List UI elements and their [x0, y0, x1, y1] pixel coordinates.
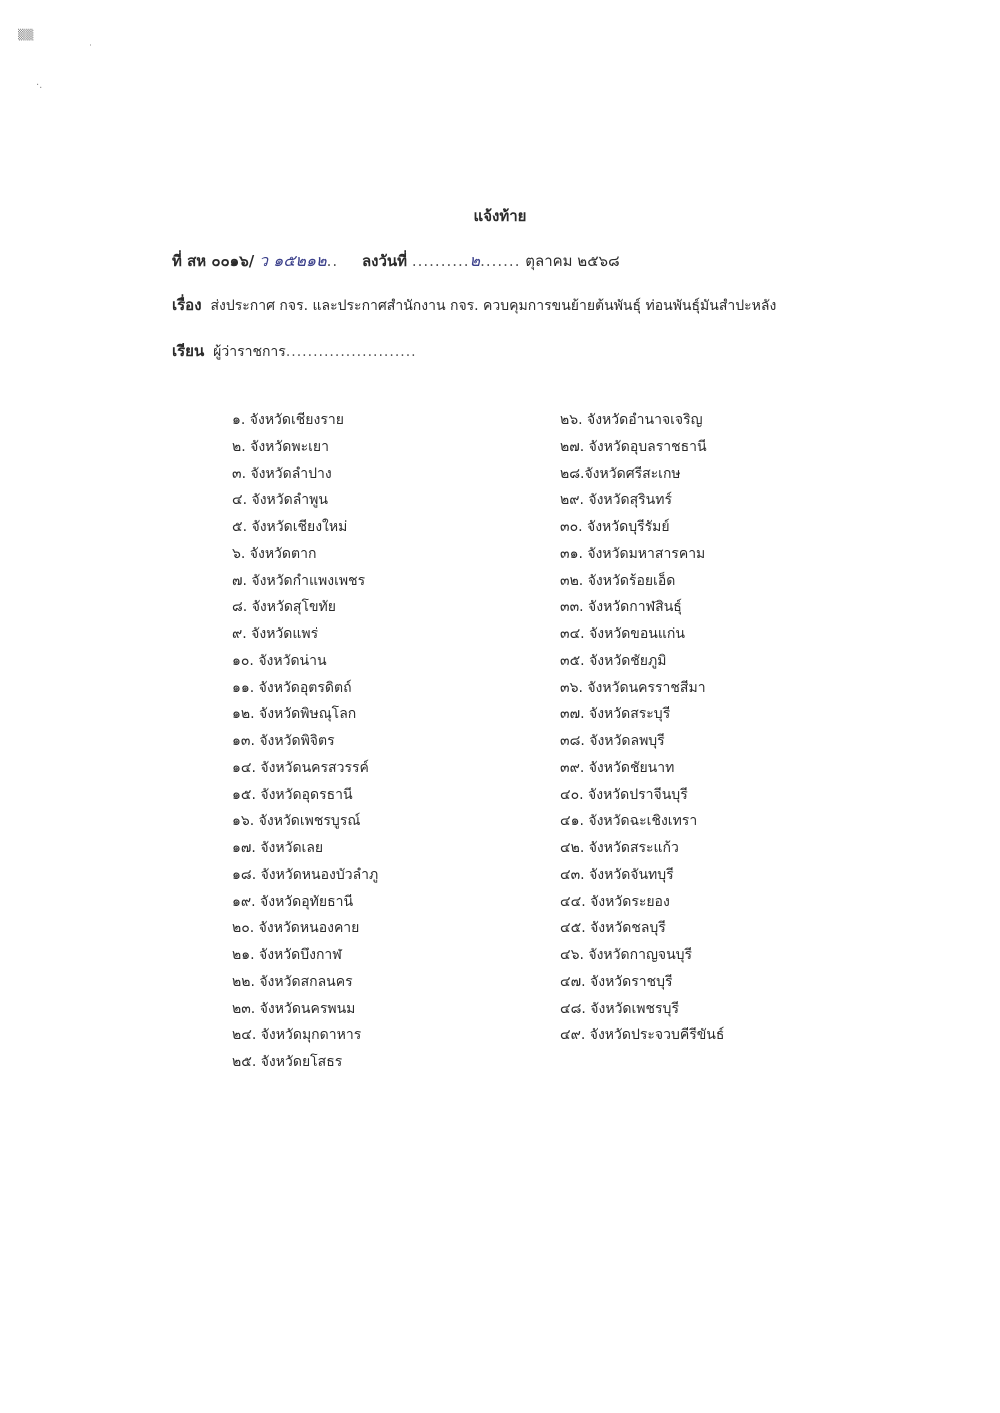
province-item: ๙. จังหวัดแพร่	[232, 626, 319, 642]
scan-noise-mark: ·.	[36, 80, 43, 91]
province-item: ๓๓. จังหวัดกาฬสินธุ์	[560, 599, 682, 616]
province-item: ๔๒. จังหวัดสระแก้ว	[560, 840, 679, 856]
province-item: ๑๐. จังหวัดน่าน	[232, 652, 327, 669]
subject-line	[172, 293, 812, 317]
scan-noise-mark: ˙	[88, 44, 93, 55]
province-item: ๗. จังหวัดกำแพงเพชร	[232, 572, 366, 589]
province-item: ๒๗. จังหวัดอุบลราชธานี	[560, 438, 707, 455]
province-item: ๕. จังหวัดเชียงใหม่	[232, 519, 348, 535]
province-item: ๓๗. จังหวัดสระบุรี	[560, 706, 671, 723]
province-item: ๑๓. จังหวัดพิจิตร	[232, 733, 335, 749]
province-item: ๒๓. จังหวัดนครพนม	[232, 1000, 356, 1017]
province-list-left	[232, 407, 378, 1076]
province-item: ๔๖. จังหวัดกาญจนบุรี	[560, 947, 693, 963]
province-item: ๓๕. จังหวัดชัยภูมิ	[560, 652, 667, 669]
reference-number-dots: ..	[326, 252, 339, 270]
province-item: ๑๑. จังหวัดอุตรดิตถ์	[232, 679, 352, 696]
province-item: ๒๐. จังหวัดหนองคาย	[232, 920, 360, 937]
province-item: ๑๔. จังหวัดนครสวรรค์	[232, 759, 369, 776]
date-month-year: ตุลาคม ๒๕๖๘	[525, 252, 620, 270]
province-item: ๔๔. จังหวัดระยอง	[560, 893, 670, 910]
province-item: ๘. จังหวัดสุโขทัย	[232, 599, 336, 616]
reference-number-handwritten: ว ๑๕๒๑๒	[259, 251, 327, 270]
province-item: ๔๑. จังหวัดฉะเชิงเทรา	[560, 813, 698, 830]
province-item: ๑๒. จังหวัดพิษณุโลก	[232, 706, 357, 723]
province-item: ๔๓. จังหวัดจันทบุรี	[560, 866, 674, 883]
subject-text: ส่งประกาศ กจร. และประกาศสำนักงาน กจร. ควบคุมการขนย้ายต้นพันธุ์ ท่อนพันธุ์มันสำปะหลัง	[210, 298, 777, 314]
province-item: ๔๗. จังหวัดราชบุรี	[560, 973, 673, 990]
date-dots-after: .......	[480, 252, 521, 270]
recipient-label: เรียน	[172, 342, 205, 360]
scan-noise-mark: ▒▒	[18, 30, 34, 41]
province-item: ๔๐. จังหวัดปราจีนบุรี	[560, 786, 688, 803]
province-list-right	[560, 407, 724, 1049]
province-item: ๒๕. จังหวัดยโสธร	[232, 1054, 343, 1070]
recipient-line	[172, 339, 417, 363]
province-item: ๒๘.จังหวัดศรีสะเกษ	[560, 465, 681, 482]
document-title: แจ้งท้าย	[473, 207, 527, 225]
province-item: ๓๒. จังหวัดร้อยเอ็ด	[560, 572, 676, 589]
province-item: ๓๐. จังหวัดบุรีรัมย์	[560, 519, 670, 535]
province-item: ๓๙. จังหวัดชัยนาท	[560, 759, 675, 776]
date-label: ลงวันที่	[361, 252, 408, 270]
province-item: ๑๖. จังหวัดเพชรบูรณ์	[232, 813, 361, 830]
province-item: ๒๙. จังหวัดสุรินทร์	[560, 492, 672, 509]
province-item: ๑๘. จังหวัดหนองบัวลำภู	[232, 866, 379, 883]
province-item: ๑. จังหวัดเชียงราย	[232, 412, 344, 428]
province-item: ๒๑. จังหวัดบึงกาฬ	[232, 947, 342, 963]
province-item: ๑๙. จังหวัดอุทัยธานี	[232, 893, 354, 910]
recipient-text: ผู้ว่าราชการ	[213, 344, 286, 360]
reference-number-label: ที่ สห ๐๐๑๖/	[172, 252, 255, 270]
province-item: ๔๘. จังหวัดเพชรบุรี	[560, 1000, 679, 1017]
province-item: ๔๙. จังหวัดประจวบคีรีขันธ์	[560, 1027, 725, 1044]
province-item: ๒. จังหวัดพะเยา	[232, 438, 329, 455]
province-item: ๓๑. จังหวัดมหาสารคาม	[560, 545, 706, 562]
reference-line	[172, 249, 620, 274]
province-item: ๓. จังหวัดลำปาง	[232, 465, 332, 482]
province-item: ๑๗. จังหวัดเลย	[232, 840, 324, 856]
province-item: ๓๔. จังหวัดขอนแก่น	[560, 626, 685, 642]
province-item: ๒๖. จังหวัดอำนาจเจริญ	[560, 412, 703, 428]
date-day-handwritten: ๒	[469, 251, 481, 270]
recipient-dots: ........................	[285, 344, 417, 360]
province-item: ๒๒. จังหวัดสกลนคร	[232, 973, 353, 990]
date-dots-before: ..........	[411, 252, 470, 270]
province-item: ๔. จังหวัดลำพูน	[232, 492, 328, 509]
province-item: ๔๕. จังหวัดชลบุรี	[560, 920, 666, 937]
province-item: ๓๘. จังหวัดลพบุรี	[560, 733, 665, 749]
subject-label: เรื่อง	[172, 296, 202, 314]
province-item: ๑๕. จังหวัดอุดรธานี	[232, 786, 353, 803]
province-item: ๖. จังหวัดตาก	[232, 545, 317, 562]
province-item: ๓๖. จังหวัดนครราชสีมา	[560, 679, 706, 696]
province-item: ๒๔. จังหวัดมุกดาหาร	[232, 1027, 362, 1044]
